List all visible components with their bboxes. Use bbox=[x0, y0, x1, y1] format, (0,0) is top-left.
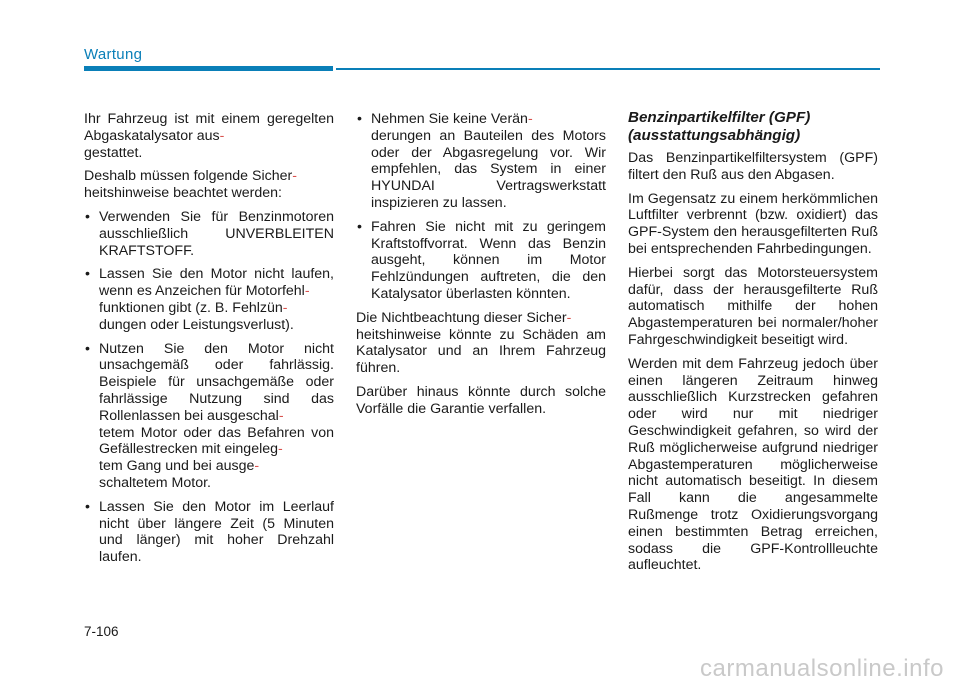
safety-list-2 bbox=[356, 111, 606, 303]
list-item: • Nehmen Sie keine Verän- derungen an Bauteilen des Motors oder der Abgasregelung vor. Wir empfehlen, das System in einer HYUNDAI Vertragswerkstatt inspizieren zu lassen. bbox=[356, 111, 606, 212]
list-item: • Lassen Sie den Motor nicht laufen, wenn es Anzeichen für Motorfehl- funktionen gibt (z. B. Fehlzün- dungen oder Leistungsverlust). bbox=[84, 266, 334, 333]
gpf-heading-line2: (ausstattungsabhängig) bbox=[628, 126, 801, 144]
column-middle bbox=[356, 111, 606, 425]
list-item: • Lassen Sie den Motor im Leerlauf nicht über längere Zeit (5 Minuten und länger) mit hoher Drehzahl laufen. bbox=[84, 499, 334, 566]
column-left bbox=[84, 111, 334, 573]
header-rule-thin bbox=[336, 68, 880, 70]
gpf-heading bbox=[628, 109, 878, 144]
safety-intro-paragraph: Deshalb müssen folgende Sicher- heitshinweise beachtet werden: bbox=[84, 168, 297, 202]
page-number: 7-106 bbox=[84, 624, 119, 639]
list-item: • Fahren Sie nicht mit zu geringem Kraftstoffvorrat. Wenn das Benzin ausgeht, können im Motor Fehlzündungen auftreten, die den Katalysator überlasten könnten. bbox=[356, 219, 606, 303]
warranty-paragraph: Darüber hinaus könnte durch solche Vorfälle die Garantie verfallen. bbox=[356, 383, 606, 417]
list-item: • Nutzen Sie den Motor nicht unsachgemäß oder fahrlässig. Beispiele für unsachgemäße oder fahrlässige Nutzung sind das Rollenlassen bei ausgeschal- tetem Motor oder das Befahren von Gefällestrecken mit eingeleg- tem Gang und bei ausge- schaltetem Motor. bbox=[84, 341, 334, 492]
gpf-paragraph: Werden mit dem Fahrzeug jedoch über einen längeren Zeitraum hinweg ausschließlich Kurzstrecken gefahren oder wird nur mit niedriger Geschwindigkeit gefahren, so wird der Ruß möglicherweise aufgrund niedriger Abgastemperaturen möglicherweise nicht automatisch beseitigt. In diesem Fall kann die angesammelte Rußmenge trotz Oxidierungsvorgang einen bestimmten Betrag erreichen, sodass die GPF-Kontrollleuchte aufleuchtet. bbox=[628, 355, 878, 574]
safety-list-1 bbox=[84, 209, 334, 566]
header-rule-thick bbox=[84, 66, 333, 71]
consequence-paragraph: Die Nichtbeachtung dieser Sicher- heitshinweise könnte zu Schäden am Katalysator und an Ihrem Fahrzeug führen. bbox=[356, 309, 606, 377]
watermark: carmanualsonline.info bbox=[700, 655, 944, 682]
section-title: Wartung bbox=[84, 46, 143, 63]
column-right bbox=[628, 109, 878, 581]
gpf-paragraph: Im Gegensatz zu einem herkömmlichen Luftfilter verbrennt (bzw. oxidiert) das GPF-System den herausgefilterten Ruß bei entsprechenden Fahrbedingungen. bbox=[628, 190, 878, 257]
gpf-heading-line1: Benzinpartikelfilter (GPF) bbox=[628, 109, 811, 126]
gpf-paragraph: Hierbei sorgt das Motorsteuersystem dafür, dass der herausgefilterte Ruß automatisch mithilfe der hohen Abgastemperaturen bei normaler/hoher Fahrgeschwindigkeit beseitigt wird. bbox=[628, 264, 878, 348]
gpf-paragraph: Das Benzinpartikelfiltersystem (GPF) filtert den Ruß aus den Abgasen. bbox=[628, 150, 878, 183]
list-item: • Verwenden Sie für Benzinmotoren ausschließlich UNVERBLEITEN KRAFTSTOFF. bbox=[84, 209, 334, 259]
intro-paragraph: Ihr Fahrzeug ist mit einem geregelten Abgaskatalysator aus- gestattet. bbox=[84, 111, 334, 161]
